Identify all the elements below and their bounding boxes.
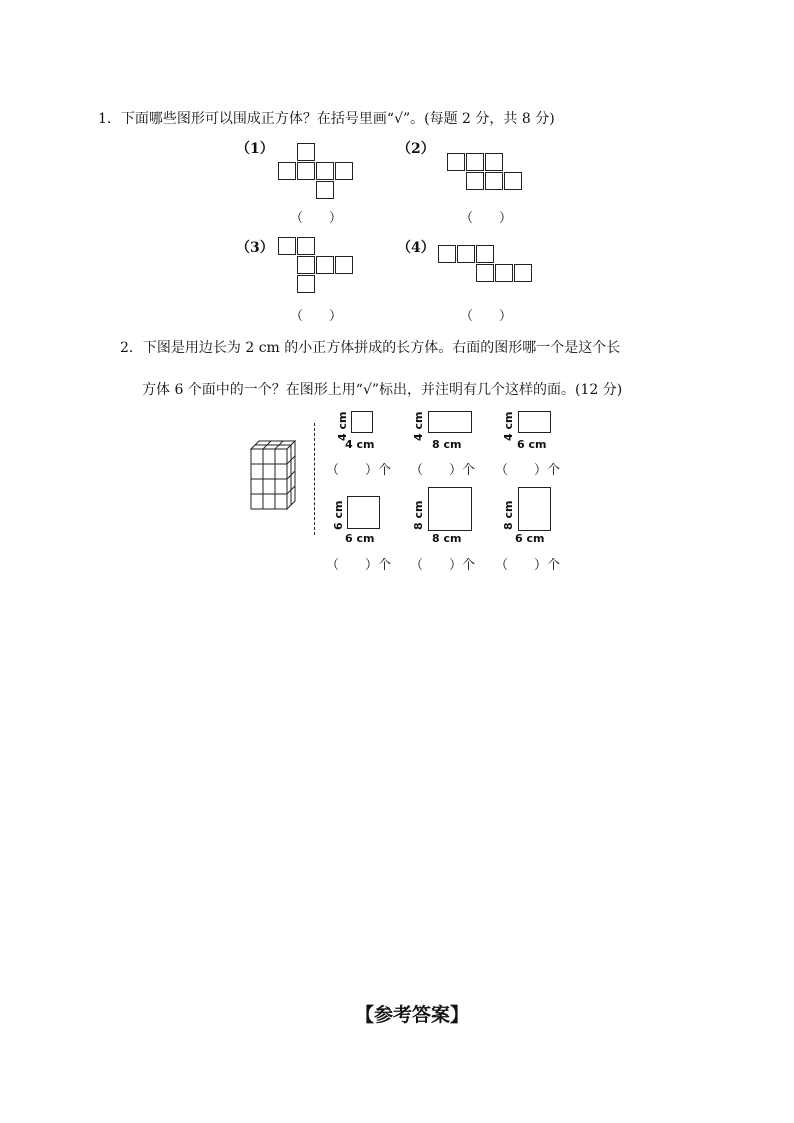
face-rect[interactable] xyxy=(518,487,551,531)
net-1-cell xyxy=(278,162,296,180)
net-4-cell xyxy=(495,264,513,282)
dashed-divider xyxy=(314,423,315,535)
face-count-1[interactable]: （ ）个 xyxy=(326,463,392,478)
answer-paren-3[interactable]: （ ） xyxy=(290,309,343,324)
item-3-label: （3） xyxy=(236,240,274,256)
net-4-cell xyxy=(476,264,494,282)
face-count-3[interactable]: （ ）个 xyxy=(495,463,561,478)
net-4-cell xyxy=(476,245,494,263)
face-count-6[interactable]: （ ）个 xyxy=(495,558,561,573)
net-3-cell xyxy=(297,275,315,293)
item-4-label: （4） xyxy=(397,240,435,256)
face-side-label: 4 cm xyxy=(502,411,515,441)
question-2-line-2: 方体 6 个面中的一个？在图形上用“√”标出，并注明有几个这样的面。(12 分) xyxy=(142,382,623,398)
face-rect[interactable] xyxy=(428,411,472,433)
net-1-cell xyxy=(297,143,315,161)
face-count-4[interactable]: （ ）个 xyxy=(326,558,392,573)
answer-paren-1[interactable]: （ ） xyxy=(290,211,343,226)
face-side-label: 8 cm xyxy=(502,500,515,530)
face-bottom-label: 8 cm xyxy=(432,532,462,545)
net-3-cell xyxy=(297,256,315,274)
net-1-cell xyxy=(335,162,353,180)
net-2-cell xyxy=(485,153,503,171)
net-2-cell xyxy=(466,172,484,190)
face-rect[interactable] xyxy=(351,411,373,433)
face-rect[interactable] xyxy=(428,487,472,531)
face-bottom-label: 6 cm xyxy=(345,532,375,545)
face-count-2[interactable]: （ ）个 xyxy=(410,463,476,478)
net-2-cell xyxy=(504,172,522,190)
face-side-label: 6 cm xyxy=(332,500,345,530)
face-rect[interactable] xyxy=(347,496,380,529)
face-rect[interactable] xyxy=(518,411,551,433)
question-1-text: 1．下面哪些图形可以围成正方体？在括号里画“√”。(每题 2 分，共 8 分) xyxy=(98,111,555,127)
net-4-cell xyxy=(438,245,456,263)
face-bottom-label: 8 cm xyxy=(432,438,462,451)
net-2-cell xyxy=(485,172,503,190)
answer-paren-2[interactable]: （ ） xyxy=(460,211,513,226)
face-bottom-label: 4 cm xyxy=(345,438,375,451)
net-3-cell xyxy=(297,237,315,255)
face-side-label: 4 cm xyxy=(412,411,425,441)
net-4-cell xyxy=(514,264,532,282)
net-2-cell xyxy=(466,153,484,171)
net-1-cell xyxy=(316,162,334,180)
net-3-cell xyxy=(316,256,334,274)
net-4-cell xyxy=(457,245,475,263)
question-2-line-1: 2．下图是用边长为 2 cm 的小正方体拼成的长方体。右面的图形哪一个是这个长 xyxy=(120,340,621,356)
item-2-label: （2） xyxy=(397,141,435,157)
net-1-cell xyxy=(297,162,315,180)
face-bottom-label: 6 cm xyxy=(517,438,547,451)
net-1-cell xyxy=(316,181,334,199)
net-3-cell xyxy=(335,256,353,274)
face-count-5[interactable]: （ ）个 xyxy=(410,558,476,573)
face-side-label: 8 cm xyxy=(412,500,425,530)
net-3-cell xyxy=(278,237,296,255)
net-2-cell xyxy=(447,153,465,171)
answer-paren-4[interactable]: （ ） xyxy=(460,309,513,324)
answer-title: 【参考答案】 xyxy=(355,1004,470,1026)
cuboid-illustration xyxy=(248,438,308,510)
face-side-label: 4 cm xyxy=(336,411,349,441)
face-bottom-label: 6 cm xyxy=(515,532,545,545)
item-1-label: （1） xyxy=(236,141,274,157)
